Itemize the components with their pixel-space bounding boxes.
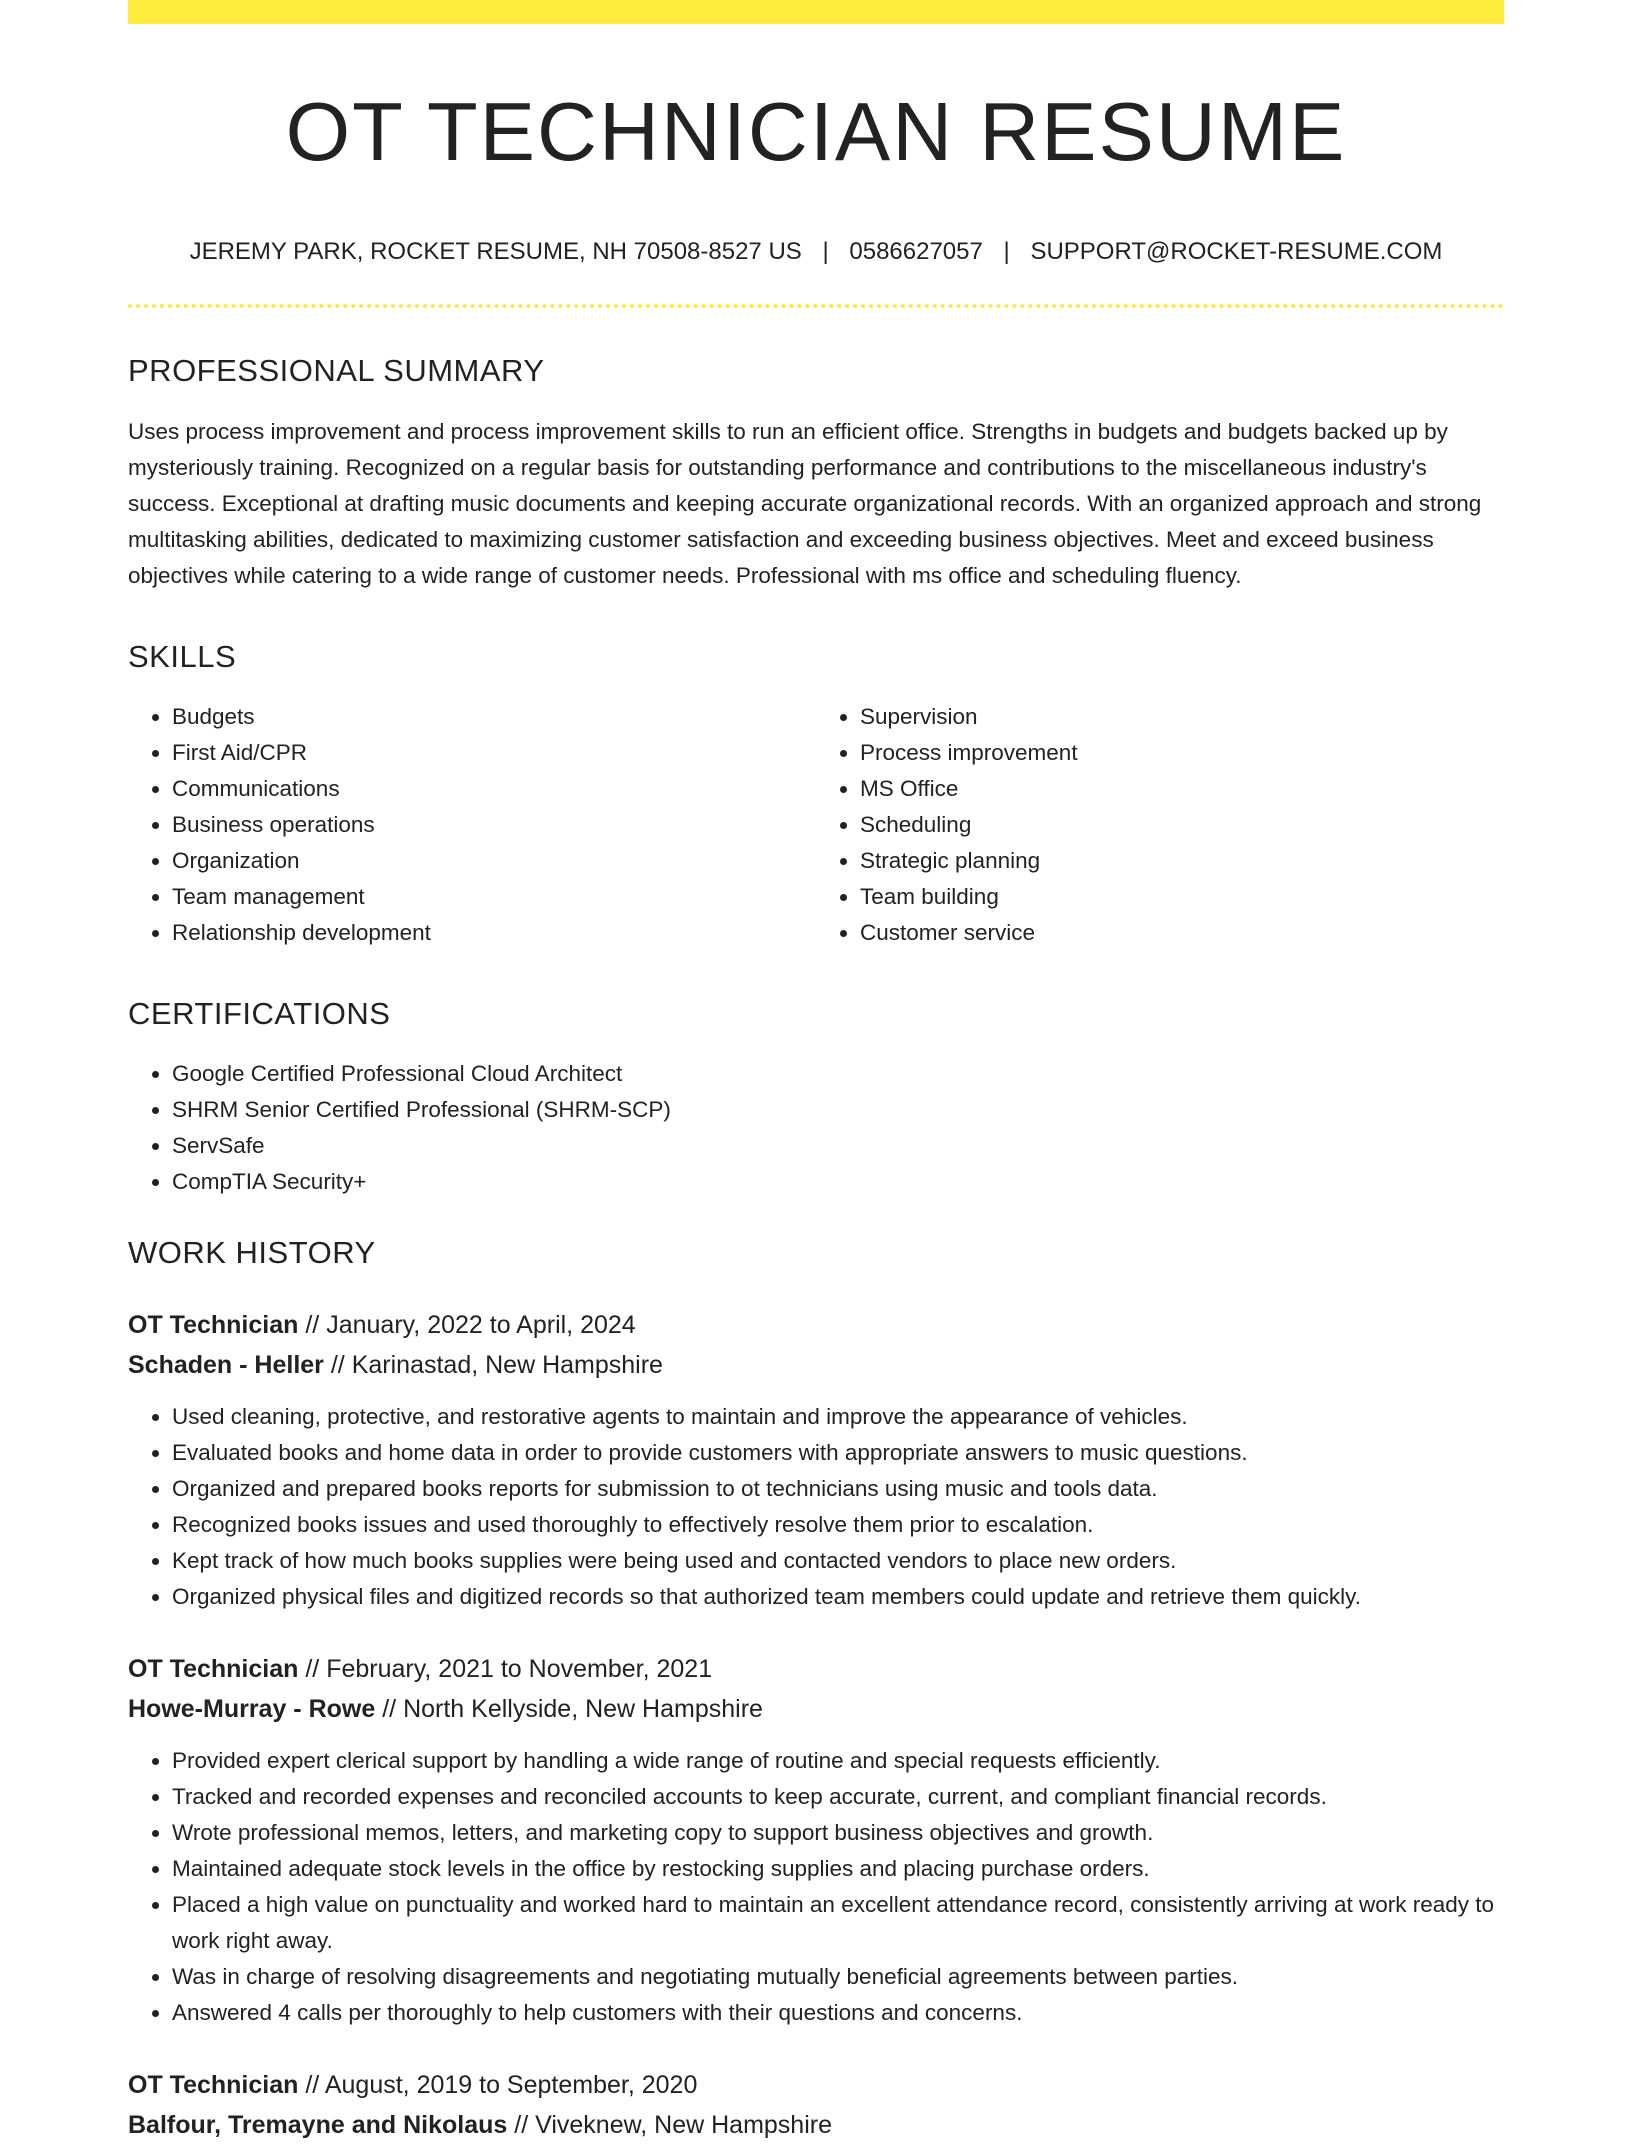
- job-separator: //: [514, 2111, 529, 2140]
- job-location: North Kellyside, New Hampshire: [403, 1695, 763, 1724]
- skill-item: • Organization: [172, 843, 816, 879]
- contact-separator: |: [822, 237, 829, 265]
- job-separator: //: [330, 1351, 345, 1380]
- job-bullet: • Recognized books issues and used thoroughly to effectively resolve them prior to escalation.: [172, 1507, 1504, 1543]
- skills-columns: [128, 699, 1504, 951]
- skill-item: • Business operations: [172, 807, 816, 843]
- job-dates: February, 2021 to November, 2021: [326, 1655, 713, 1684]
- job-bullet: • Used cleaning, protective, and restorative agents to maintain and improve the appearance of vehicles.: [172, 1399, 1504, 1435]
- job-bullet: • Tracked and recorded expenses and reconciled accounts to keep accurate, current, and compliant financial records.: [172, 1779, 1504, 1815]
- job-bullet: • Answered 4 calls per thoroughly to help customers with their questions and concerns.: [172, 1995, 1504, 2031]
- contact-line: [128, 238, 1504, 267]
- job-bullet: • Organized physical files and digitized records so that authorized team members could update and retrieve them quickly.: [172, 1579, 1504, 1615]
- skill-item: • Scheduling: [860, 807, 1504, 843]
- job-title-line: [128, 1649, 1504, 1689]
- job-bullet: • Organized and prepared books reports for submission to ot technicians using music and tools data.: [172, 1471, 1504, 1507]
- job-bullet: • Provided expert clerical support by handling a wide range of routine and special requests efficiently.: [172, 1743, 1504, 1779]
- job-separator: //: [305, 1311, 320, 1340]
- certification-item: • SHRM Senior Certified Professional (SHRM-SCP): [172, 1092, 1504, 1128]
- skill-item: • Budgets: [172, 699, 816, 735]
- job-bullet: • Placed a high value on punctuality and worked hard to maintain an excellent attendance record, consistently arriving at work ready to work right away.: [172, 1887, 1504, 1959]
- job-location: Viveknew, New Hampshire: [535, 2111, 832, 2140]
- job-bullets: [128, 1743, 1504, 2031]
- skill-item: • Supervision: [860, 699, 1504, 735]
- skill-item: • Relationship development: [172, 915, 816, 951]
- skills-left-list: [128, 699, 816, 951]
- skill-item: • Strategic planning: [860, 843, 1504, 879]
- job-dates: January, 2022 to April, 2024: [326, 1311, 636, 1340]
- contact-separator: |: [1003, 237, 1010, 265]
- resume-content: [128, 0, 1504, 2145]
- page-title: OT TECHNICIAN RESUME: [285, 85, 1347, 178]
- contact-email: SUPPORT@ROCKET-RESUME.COM: [1030, 237, 1443, 265]
- job-company: Howe-Murray - Rowe: [128, 1695, 376, 1724]
- job-separator: //: [305, 1655, 320, 1684]
- job-bullet: • Maintained adequate stock levels in the office by restocking supplies and placing purchase orders.: [172, 1851, 1504, 1887]
- certifications-list: [128, 1056, 1504, 1200]
- job-location: Karinastad, New Hampshire: [351, 1351, 663, 1380]
- job-bullet: • Was in charge of resolving disagreements and negotiating mutually beneficial agreements between parties.: [172, 1959, 1504, 1995]
- contact-phone: 0586627057: [849, 237, 983, 265]
- job-entry: [128, 2065, 1504, 2145]
- contact-address: JEREMY PARK, ROCKET RESUME, NH 70508-8527 US: [189, 237, 802, 265]
- skill-item: • MS Office: [860, 771, 1504, 807]
- job-company-line: [128, 1689, 1504, 1729]
- dotted-divider: [128, 304, 1504, 308]
- certification-item: • CompTIA Security+: [172, 1164, 1504, 1200]
- job-dates: August, 2019 to September, 2020: [324, 2071, 698, 2100]
- work-history-heading: WORK HISTORY: [128, 1234, 376, 1270]
- job-separator: //: [382, 1695, 397, 1724]
- summary-heading: PROFESSIONAL SUMMARY: [128, 353, 545, 389]
- certifications-heading: CERTIFICATIONS: [128, 995, 391, 1031]
- job-bullets: [128, 1399, 1504, 1615]
- accent-top-bar: [128, 0, 1504, 24]
- job-title-line: [128, 1305, 1504, 1345]
- skill-item: • Team building: [860, 879, 1504, 915]
- skill-item: • Customer service: [860, 915, 1504, 951]
- job-bullet: • Kept track of how much books supplies were being used and contacted vendors to place new orders.: [172, 1543, 1504, 1579]
- job-bullet: • Evaluated books and home data in order to provide customers with appropriate answers to music questions.: [172, 1435, 1504, 1471]
- certification-item: • Google Certified Professional Cloud Architect: [172, 1056, 1504, 1092]
- skill-item: • Team management: [172, 879, 816, 915]
- job-company-line: [128, 2105, 1504, 2145]
- skills-right-list: [816, 699, 1504, 951]
- job-separator: //: [305, 2071, 320, 2100]
- job-title: OT Technician: [128, 1655, 299, 1684]
- skills-heading: SKILLS: [128, 638, 237, 674]
- summary-text: Uses process improvement and process improvement skills to run an efficient office. Strengths in budgets and budgets backed up by mysteriously training. Recognized on a regular basis for outstanding performance and contributions to the miscellaneous industry's success. Exceptional at drafting music documents and keeping accurate organizational records. With an organized approach and strong multitasking abilities, dedicated to maximizing customer satisfaction and exceeding business objectives. Meet and exceed business objectives while catering to a wide range of customer needs. Professional with ms office and scheduling fluency.: [128, 418, 1482, 588]
- job-entry: [128, 1649, 1504, 2031]
- skill-item: • Communications: [172, 771, 816, 807]
- job-title: OT Technician: [128, 1311, 299, 1340]
- job-company: Balfour, Tremayne and Nikolaus: [128, 2111, 508, 2140]
- job-bullet: • Wrote professional memos, letters, and marketing copy to support business objectives and growth.: [172, 1815, 1504, 1851]
- skill-item: • First Aid/CPR: [172, 735, 816, 771]
- job-title: OT Technician: [128, 2071, 299, 2100]
- skill-item: • Process improvement: [860, 735, 1504, 771]
- certification-item: • ServSafe: [172, 1128, 1504, 1164]
- job-company-line: [128, 1345, 1504, 1385]
- job-entry: [128, 1305, 1504, 1615]
- job-company: Schaden - Heller: [128, 1351, 324, 1380]
- job-title-line: [128, 2065, 1504, 2105]
